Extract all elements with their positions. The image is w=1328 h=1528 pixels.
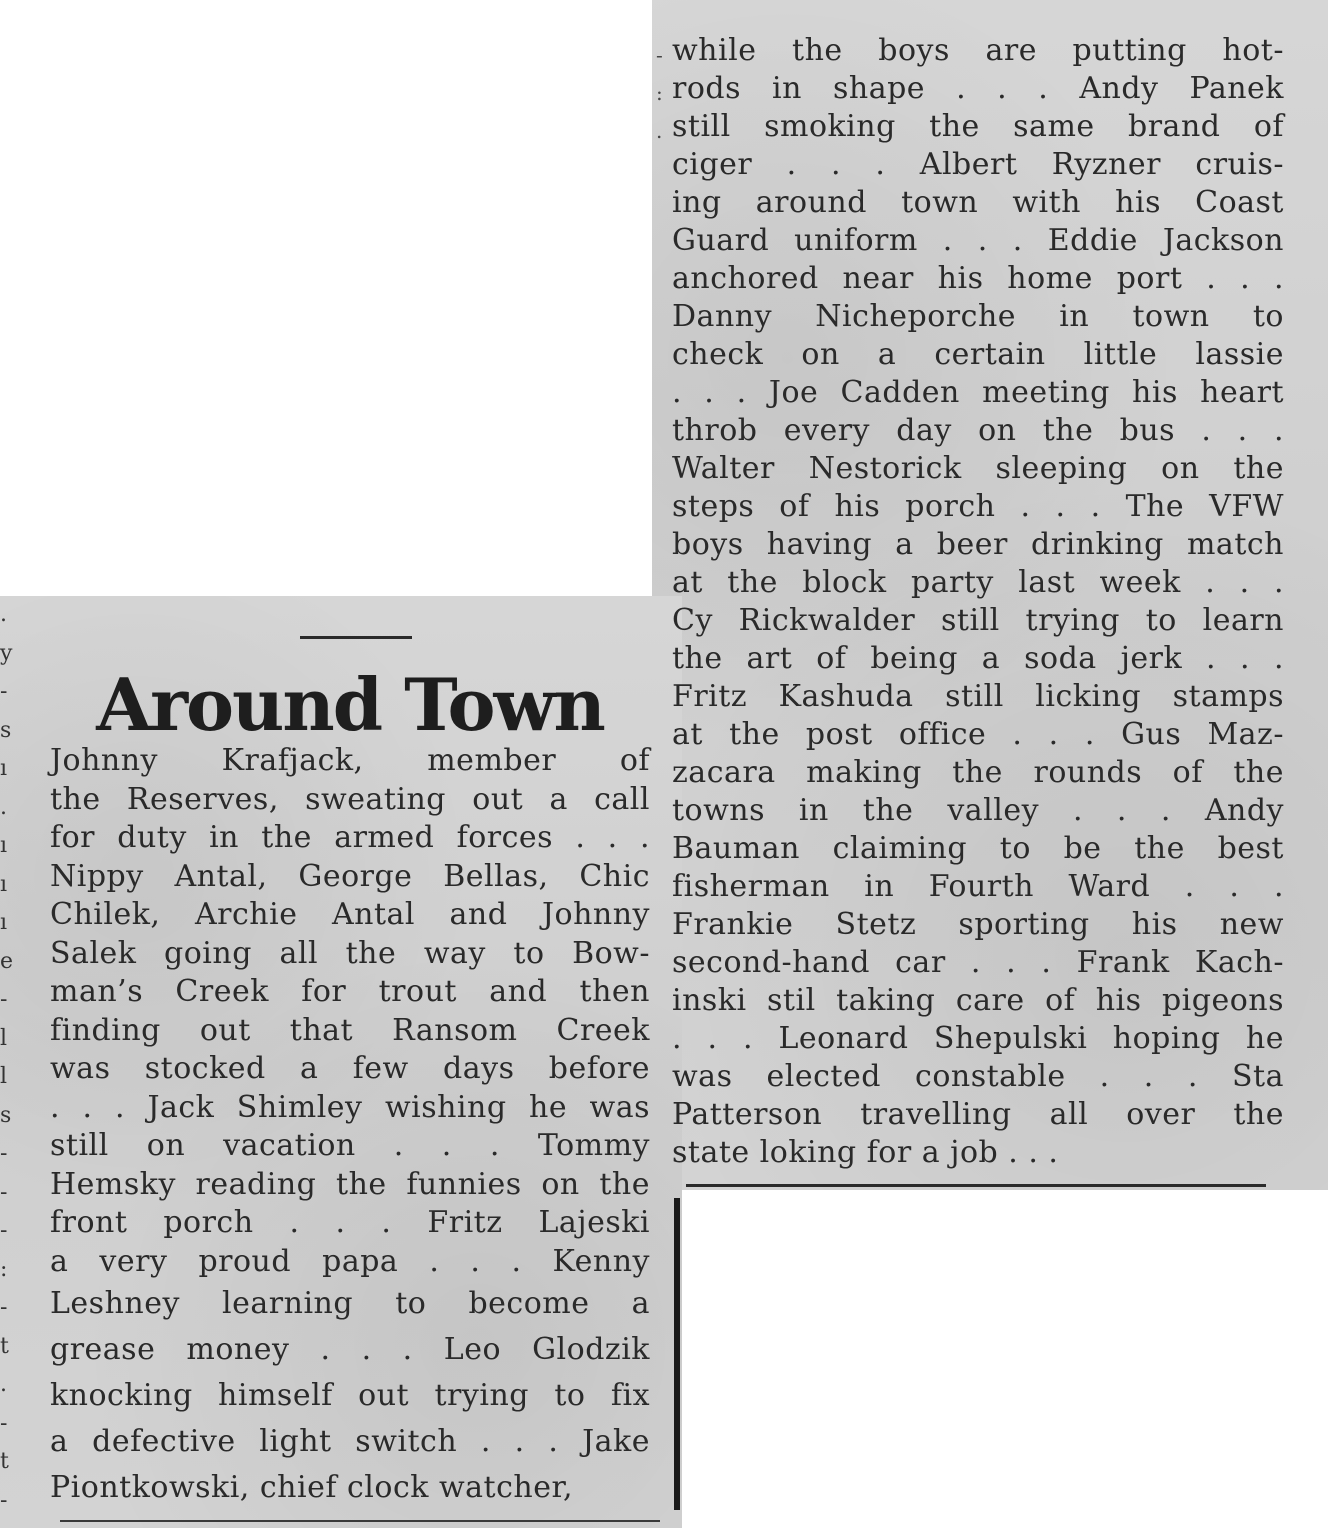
text-line: Walter Nestorick sleeping on the [672, 451, 1284, 486]
text-line: . . . Jack Shimley wishing he was [50, 1089, 650, 1125]
text-line: Guard uniform . . . Eddie Jackson [672, 223, 1284, 258]
text-line: man’s Creek for trout and then [50, 974, 650, 1009]
text-line: knocking himself out trying to fix [50, 1378, 650, 1413]
text-line: Fritz Kashuda still licking stamps [672, 679, 1284, 714]
text-line: throb every day on the bus . . . [672, 413, 1284, 448]
text-line: while the boys are putting hot- [672, 33, 1284, 68]
adjacent-column-fragment-right: - : . [656, 43, 663, 143]
text-line: a defective light switch . . . Jake [50, 1424, 650, 1459]
text-line: Salek going all the way to Bow- [50, 935, 650, 971]
text-line: zacara making the rounds of the [672, 755, 1284, 790]
title-rule [300, 636, 412, 639]
text-line: was stocked a few days before [50, 1051, 650, 1086]
text-line: Bauman claiming to be the best [672, 831, 1284, 866]
text-line: boys having a beer drinking match [672, 527, 1284, 562]
text-line: at the post office . . . Gus Maz- [672, 717, 1284, 752]
text-line: ing around town with his Coast [672, 185, 1284, 220]
text-line: Patterson travelling all over the [672, 1097, 1284, 1132]
article-left-column [50, 742, 650, 1511]
text-line: anchored near his home port . . . [672, 261, 1284, 296]
clipping-edge-shadow [674, 1198, 680, 1510]
adjacent-column-fragment-left: . y - s ı . ı ı ı e - l l s - - - : - t . - t - [0, 602, 14, 1513]
text-line: Frankie Stetz sporting his new [672, 907, 1284, 942]
text-line: the art of being a soda jerk . . . [672, 641, 1284, 676]
text-line: Johnny Krafjack, member of [50, 743, 650, 778]
text-line: check on a certain little lassie [672, 337, 1284, 372]
text-line: Piontkowski, chief clock watcher, [50, 1470, 574, 1505]
text-line: the Reserves, sweating out a call [50, 781, 650, 817]
text-line: Nippy Antal, George Bellas, Chic [50, 858, 650, 894]
article-right-column [672, 32, 1284, 1172]
text-line: steps of his porch . . . The VFW [672, 489, 1284, 524]
text-line: second-hand car . . . Frank Kach- [672, 945, 1284, 980]
text-line: a very proud papa . . . Kenny [50, 1243, 650, 1279]
text-line: Chilek, Archie Antal and Johnny [50, 897, 650, 932]
bottom-rule [60, 1520, 660, 1522]
text-line: fisherman in Fourth Ward . . . [672, 869, 1284, 904]
text-line: towns in the valley . . . Andy [672, 793, 1284, 828]
text-line: at the block party last week . . . [672, 565, 1284, 600]
blank-cover-area [682, 1190, 1328, 1528]
article-title: Around Town [96, 662, 604, 747]
text-line: grease money . . . Leo Glodzik [50, 1332, 650, 1367]
text-line: front porch . . . Fritz Lajeski [50, 1205, 650, 1240]
text-line: still on vacation . . . Tommy [50, 1128, 650, 1163]
text-line: Cy Rickwalder still trying to learn [672, 603, 1284, 638]
text-line: for duty in the armed forces . . . [50, 820, 650, 855]
text-line: state loking for a job . . . [672, 1135, 1059, 1170]
text-line: inski stil taking care of his pigeons [672, 983, 1284, 1018]
text-line: Hemsky reading the funnies on the [50, 1166, 650, 1202]
column-end-rule [686, 1184, 1266, 1187]
text-line: was elected constable . . . Sta [672, 1059, 1284, 1094]
text-line: Danny Nicheporche in town to [672, 299, 1284, 334]
text-line: rods in shape . . . Andy Panek [672, 71, 1284, 106]
text-line: Leshney learning to become a [50, 1286, 650, 1321]
text-line: ciger . . . Albert Ryzner cruis- [672, 147, 1284, 182]
text-line: . . . Leonard Shepulski hoping he [672, 1021, 1284, 1056]
text-line: finding out that Ransom Creek [50, 1012, 650, 1048]
text-line: . . . Joe Cadden meeting his heart [672, 375, 1284, 410]
text-line: still smoking the same brand of [672, 109, 1284, 144]
